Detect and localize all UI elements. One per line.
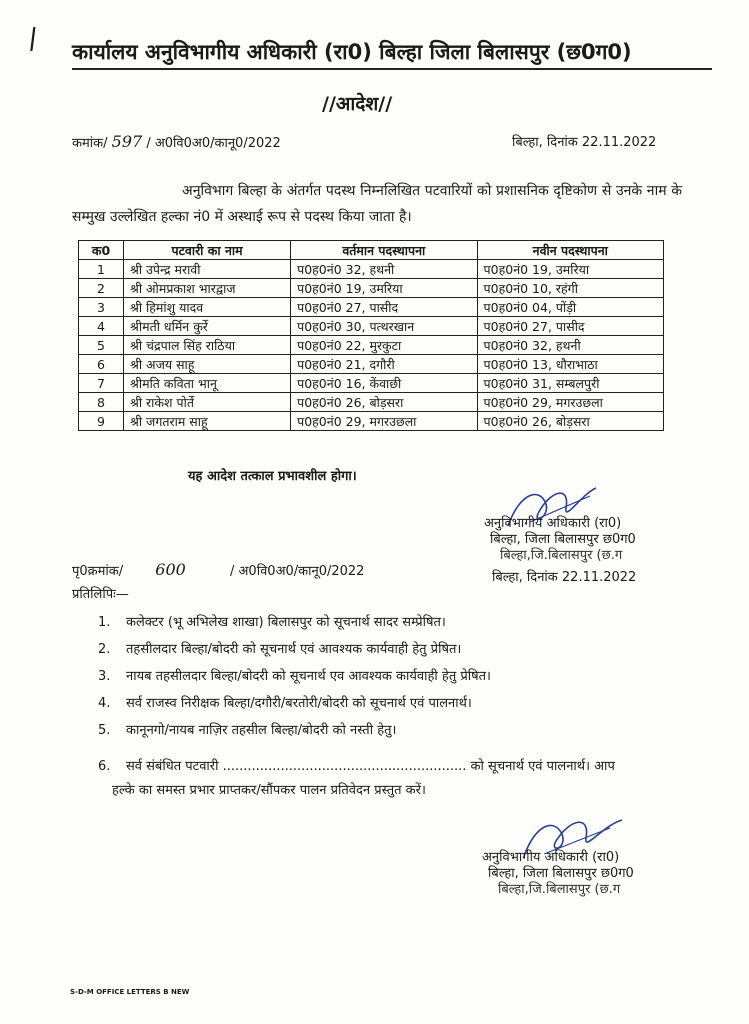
row-new: प0ह0नं0 31, सम्बलपुरी [477, 374, 663, 393]
signature-block-2 [482, 850, 634, 898]
table-row [79, 374, 664, 393]
row-current: प0ह0नं0 16, केंवाछी [291, 374, 477, 393]
signatory-designation: अनुविभागीय अधिकारी (रा0) [484, 516, 622, 531]
table-row [79, 298, 664, 317]
order-place-date: बिल्हा, दिनांक 22.11.2022 [512, 135, 657, 150]
list-item-number: 6. [98, 759, 111, 774]
table-header-row [79, 241, 664, 260]
order-number-prefix: कमांक/ [72, 136, 108, 151]
row-current: प0ह0नं0 19, उमरिया [291, 279, 477, 298]
table-row [79, 317, 664, 336]
row-serial: 7 [79, 374, 124, 393]
signatory-office: बिल्हा, जिला बिलासपुर छ0ग0 [490, 532, 636, 547]
signature-block-1 [484, 516, 636, 564]
order-title: //आदेश// [322, 93, 393, 115]
row-name: श्री हिमांशु यादव [124, 298, 291, 317]
list-item [98, 756, 615, 774]
row-name: श्री ओमप्रकाश भारद्वाज [124, 279, 291, 298]
endorsement-number-line [72, 560, 364, 579]
signatory-designation: अनुविभागीय अधिकारी (रा0) [482, 850, 620, 865]
row-name: श्री चंद्रपाल सिंह राठिया [124, 336, 291, 355]
endorsement-prefix: पृ0क्रमांक/ [72, 564, 124, 579]
table-row [79, 355, 664, 374]
row-serial: 2 [79, 279, 124, 298]
row-current: प0ह0नं0 26, बोड़सरा [291, 393, 477, 412]
table-row [79, 393, 664, 412]
row-serial: 8 [79, 393, 124, 412]
row-name: श्री जगतराम साहू [124, 412, 291, 431]
list-item [98, 639, 461, 657]
list-item-text: कलेक्टर (भू अभिलेख शाखा) बिलासपुर को सूचनार्थ सादर सम्प्रेषित। [126, 615, 446, 630]
list-item [98, 666, 491, 684]
row-new: प0ह0नं0 26, बोड़सरा [477, 412, 663, 431]
table-row [79, 279, 664, 298]
row-serial: 6 [79, 355, 124, 374]
table-row [79, 336, 664, 355]
col-current-posting: वर्तमान पदस्थापना [291, 241, 477, 260]
signatory-stamp: बिल्हा,जि.बिलासपुर (छ.ग [498, 882, 621, 897]
postings-table [78, 240, 664, 431]
row-new: प0ह0नं0 27, पासीद [477, 317, 663, 336]
row-serial: 9 [79, 412, 124, 431]
order-number: 597 [111, 132, 143, 151]
list-item-text: तहसीलदार बिल्हा/बोदरी को सूचनार्थ एवं आवश्यक कार्यवाही हेतु प्रेषित। [126, 642, 462, 657]
row-current: प0ह0नं0 29, मगरउछला [291, 412, 477, 431]
effective-note: यह आदेश तत्काल प्रभावशील होगा। [188, 469, 357, 484]
row-new: प0ह0नं0 32, हथनी [477, 336, 663, 355]
table-row [79, 260, 664, 279]
list-item-text: सर्व राजस्व निरीक्षक बिल्हा/दगौरी/बरतोरी/बोदरी को सूचनार्थ एवं पालनार्थ। [126, 696, 472, 711]
list-item [98, 693, 472, 711]
row-name: श्रीमती धर्मिन कुर्रे [124, 317, 291, 336]
list-item-text: नायब तहसीलदार बिल्हा/बोदरी को सूचनार्थ एव आवश्यक कार्यवाही हेतु प्रेषित। [126, 669, 491, 684]
order-number-line [72, 132, 281, 151]
row-current: प0ह0नं0 22, मुरकुटा [291, 336, 477, 355]
row-new: प0ह0नं0 29, मगरउछला [477, 393, 663, 412]
office-title: कार्यालय अनुविभागीय अधिकारी (रा0) बिल्हा जिला बिलासपुर (छ0ग0) [72, 38, 712, 70]
list-item-number: 4. [98, 696, 111, 711]
row-current: प0ह0नं0 30, पत्थरखान [291, 317, 477, 336]
list-item-number: 3. [98, 669, 111, 684]
list-item-text: सर्व संबंधित पटवारी ........................................................... को सूचनार्थ एवं पालनार्थ। आप [126, 759, 615, 774]
list-item-number: 2. [98, 642, 111, 657]
col-new-posting: नवीन पदस्थापना [477, 241, 663, 260]
row-name: श्रीमति कविता भानू [124, 374, 291, 393]
row-new: प0ह0नं0 10, रहंगी [477, 279, 663, 298]
row-serial: 5 [79, 336, 124, 355]
row-new: प0ह0नं0 19, उमरिया [477, 260, 663, 279]
copy-to-label: प्रतिलिपिः— [72, 587, 129, 602]
row-new: प0ह0नं0 04, पोंड़ी [477, 298, 663, 317]
endorsement-number: 600 [155, 560, 186, 579]
col-patwari-name: पटवारी का नाम [124, 241, 291, 260]
row-current: प0ह0नं0 21, दगौरी [291, 355, 477, 374]
row-name: श्री राकेश पोर्ते [124, 393, 291, 412]
list-item-continuation: हल्के का समस्त प्रभार प्राप्तकर/सौंपकर पालन प्रतिवेदन प्रस्तुत करें। [112, 783, 426, 798]
list-item [98, 720, 396, 738]
signatory-stamp: बिल्हा,जि.बिलासपुर (छ.ग [500, 548, 623, 563]
row-serial: 3 [79, 298, 124, 317]
intro-paragraph: अनुविभाग बिल्हा के अंतर्गत पदस्थ निम्नलिखित पटवारियों को प्रशासनिक दृष्टिकोण से उनके नाम के सम्मुख उल्लेखित हल्का नं0 में अस्थाई रूप से पदस्थ किया जाता है। [72, 183, 682, 225]
endorsement-place-date: बिल्हा, दिनांक 22.11.2022 [492, 570, 637, 585]
row-current: प0ह0नं0 32, हथनी [291, 260, 477, 279]
footer-note: S-D-M OFFICE LETTERS B NEW [70, 988, 190, 996]
row-name: श्री अजय साहू [124, 355, 291, 374]
order-number-suffix: / अ0वि0अ0/कानू0/2022 [146, 136, 281, 151]
row-serial: 4 [79, 317, 124, 336]
row-name: श्री उपेन्द्र मरावी [124, 260, 291, 279]
row-serial: 1 [79, 260, 124, 279]
list-item-number: 1. [98, 615, 111, 630]
row-new: प0ह0नं0 13, धौराभाठा [477, 355, 663, 374]
endorsement-suffix: / अ0वि0अ0/कानू0/2022 [229, 564, 365, 579]
table-row [79, 412, 664, 431]
list-item [98, 612, 446, 630]
margin-slash-mark: / [25, 21, 41, 56]
signatory-office: बिल्हा, जिला बिलासपुर छ0ग0 [488, 866, 634, 881]
list-item-number: 5. [98, 723, 111, 738]
row-current: प0ह0नं0 27, पासीद [291, 298, 477, 317]
list-item-text: कानूनगो/नायब नाज़िर तहसील बिल्हा/बोदरी को नस्ती हेतु। [126, 723, 397, 738]
col-serial: क0 [79, 241, 124, 260]
